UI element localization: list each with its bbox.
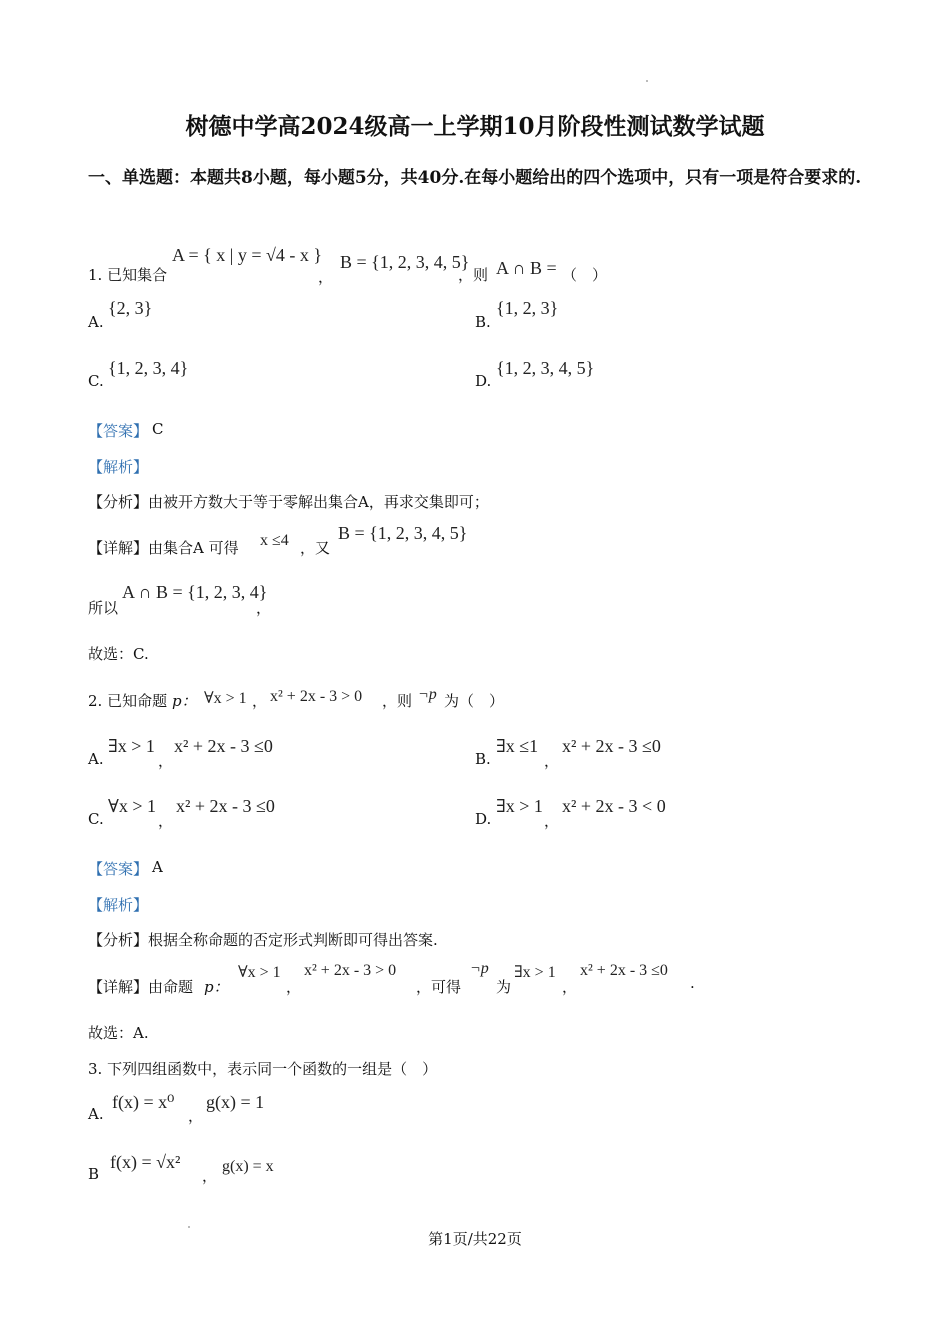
- q1-analysis-tag: 【解析】: [88, 458, 149, 476]
- q3-prefix: 3. 下列四组函数中，表示同一个函数的一组是（ ）: [88, 1060, 438, 1078]
- q2-option-a-comma: ，: [158, 752, 174, 770]
- q1-xiangjie-prefix: 【详解】由集合A 可得: [88, 539, 239, 557]
- q2-xiangjie-mid: ，可得: [416, 978, 462, 996]
- q1-option-b-value: {1, 2, 3}: [496, 298, 559, 318]
- q1-option-c-label: C.: [88, 372, 104, 390]
- q2-option-c-comma: ，: [158, 812, 174, 830]
- q2-xiangjie-comma2: ，: [562, 978, 578, 996]
- q1-suoyi-suffix: ，: [256, 599, 272, 617]
- q1-ask-prefix: ，则: [458, 266, 489, 284]
- q3-option-a-label: A.: [88, 1105, 104, 1123]
- q2-option-d-v1: ∃x > 1: [496, 796, 543, 816]
- q1-xiangjie-math2: B = {1, 2, 3, 4, 5}: [338, 523, 468, 543]
- q1-suoyi-math: A ∩ B = {1, 2, 3, 4}: [122, 582, 268, 602]
- q1-option-a-value: {2, 3}: [108, 298, 153, 318]
- q1-option-d-value: {1, 2, 3, 4, 5}: [496, 358, 595, 378]
- q3-option-a-comma: ，: [188, 1107, 204, 1125]
- q1-ask-math: A ∩ B =: [496, 258, 557, 278]
- q3-option-a-g: g(x) = 1: [206, 1092, 265, 1112]
- q2-p: p：: [172, 692, 197, 710]
- q1-comma: ，: [318, 268, 334, 286]
- q2-negp: ¬p: [418, 686, 437, 703]
- q3-option-b-f: f(x) = √x²: [110, 1152, 181, 1172]
- q2-answer-tag: 【答案】: [88, 860, 149, 878]
- q2-analysis-tag: 【解析】: [88, 896, 149, 914]
- q1-guxuan: 故选：C.: [88, 645, 149, 663]
- q1-answer: C: [152, 420, 164, 438]
- q2-option-c-v2: x² + 2x - 3 ≤0: [176, 796, 275, 816]
- q2-xiangjie-wei: 为: [496, 978, 512, 996]
- q1-prefix: 1. 已知集合: [88, 266, 168, 284]
- q1-option-d-label: D.: [475, 372, 492, 390]
- q3-option-b-comma: ，: [202, 1167, 218, 1185]
- q1-answer-tag: 【答案】: [88, 422, 149, 440]
- q1-fenxi: 【分析】由被开方数大于等于零解出集合A，再求交集即可；: [88, 493, 489, 511]
- q1-suoyi-prefix: 所以: [88, 599, 119, 617]
- q2-xiangjie-negp: ¬p: [470, 960, 489, 977]
- q2-option-b-label: B.: [475, 750, 491, 768]
- q2-xiangjie-end: .: [690, 974, 695, 992]
- q2-ask2: 为（ ）: [444, 692, 505, 710]
- q3-option-a-f: f(x) = x⁰: [112, 1092, 175, 1112]
- q3-option-b-label: B: [88, 1165, 100, 1183]
- q2-prefix: 2. 已知命题: [88, 692, 168, 710]
- scan-dot: [188, 1226, 190, 1228]
- q2-option-d-v2: x² + 2x - 3 < 0: [562, 796, 666, 816]
- q1-set-b: B = {1, 2, 3, 4, 5}: [340, 252, 470, 272]
- q2-xiangjie-m2: x² + 2x - 3 > 0: [304, 962, 397, 979]
- q2-xiangjie-p: p：: [204, 978, 229, 996]
- q2-option-d-label: D.: [475, 810, 492, 828]
- q2-ask: ，则: [382, 692, 413, 710]
- q2-option-c-label: C.: [88, 810, 104, 828]
- q2-fenxi: 【分析】根据全称命题的否定形式判断即可得出答案.: [88, 931, 438, 949]
- q2-xiangjie-m1: ∀x > 1: [238, 964, 281, 981]
- q2-comma: ，: [252, 692, 268, 710]
- q2-option-b-v2: x² + 2x - 3 ≤0: [562, 736, 661, 756]
- q2-option-b-comma: ，: [544, 752, 560, 770]
- q2-xiangjie-m4: x² + 2x - 3 ≤0: [580, 962, 668, 979]
- q3-option-b-g: g(x) = x: [222, 1158, 274, 1175]
- q2-math2: x² + 2x - 3 > 0: [270, 688, 363, 705]
- q1-xiangjie-mid: ，又: [300, 539, 331, 557]
- page-footer: 第1页/共22页: [428, 1230, 522, 1248]
- q2-math1: ∀x > 1: [204, 690, 247, 707]
- q2-answer: A: [152, 858, 163, 876]
- q1-option-c-value: {1, 2, 3, 4}: [108, 358, 189, 378]
- q2-option-b-v1: ∃x ≤1: [496, 736, 539, 756]
- q2-xiangjie-comma1: ，: [286, 978, 302, 996]
- q2-option-c-v1: ∀x > 1: [108, 796, 157, 816]
- section-heading: 一、单选题：本题共8小题，每小题5分，共40分.在每小题给出的四个选项中，只有一项是符合要求的.: [88, 168, 862, 188]
- q2-option-a-label: A.: [88, 750, 104, 768]
- q2-option-a-v1: ∃x > 1: [108, 736, 155, 756]
- q2-option-d-comma: ，: [544, 812, 560, 830]
- q2-option-a-v2: x² + 2x - 3 ≤0: [174, 736, 273, 756]
- q1-xiangjie-math1: x ≤4: [260, 532, 289, 549]
- q1-set-a: A = { x | y = √4 - x }: [172, 245, 323, 265]
- q1-option-b-label: B.: [475, 313, 491, 331]
- scan-dot: [646, 80, 648, 82]
- q1-ask-paren: （ ）: [562, 266, 608, 284]
- q2-guxuan: 故选：A.: [88, 1024, 149, 1042]
- q2-xiangjie-prefix: 【详解】由命题: [88, 978, 194, 996]
- q1-option-a-label: A.: [88, 313, 104, 331]
- q2-xiangjie-m3: ∃x > 1: [514, 964, 556, 981]
- page-title: 树德中学高2024级高一上学期10月阶段性测试数学试题: [185, 113, 765, 140]
